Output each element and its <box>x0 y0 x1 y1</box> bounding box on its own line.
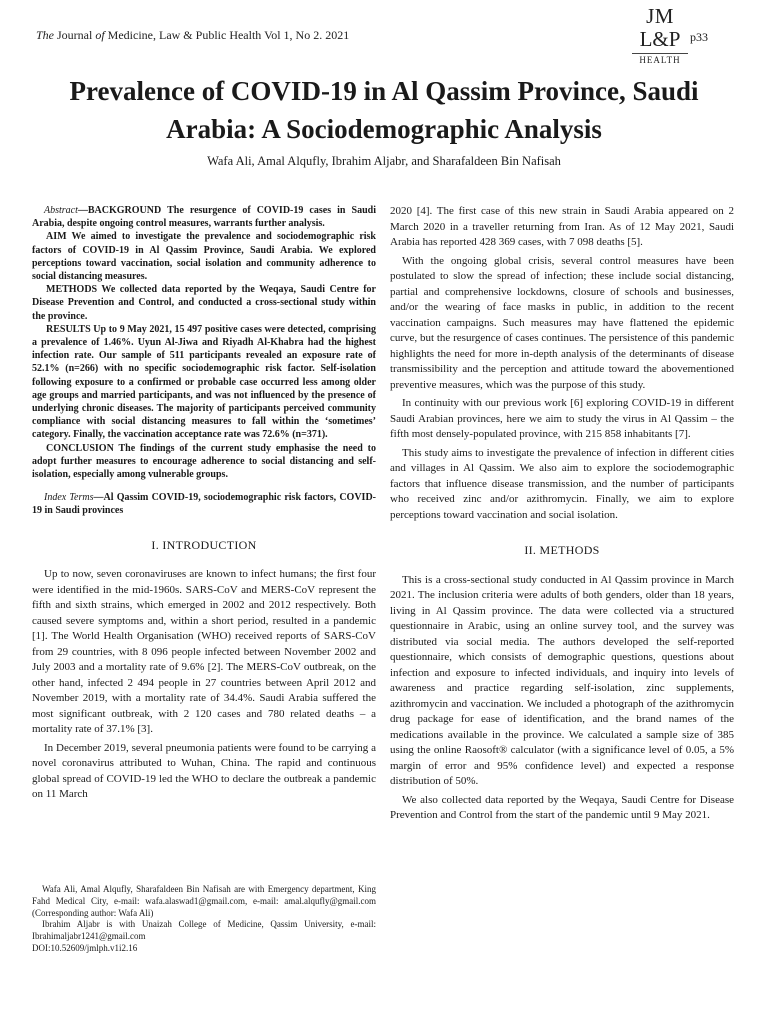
body-paragraph: This study aims to investigate the prevalence of infection in different cities and villages in Al Qassim. We also aim to explore the sociodemographic factors that influence disease transmission, and the number of participants who received zinc and/or azithromycin. Finally, we aim to explore perceptions toward vaccination and social isolation. <box>390 446 734 521</box>
body-paragraph: With the ongoing global crisis, several control measures have been postulated to slow the spread of infection; these include social distancing, partial and comprehensive lockdowns, closure of schools and businesses, and/or the wearing of face masks in public, in addition to the recent vaccination campaigns. Such measures may have flattened the epidemic curve, but the resurgence of cases continues. The persistence of this pandemic highlights the need for more in-depth analysis of the determinants of disease transmissibility and the perception and attitude toward the abovementioned preventive measures, which was the purpose of this study. <box>390 254 734 391</box>
author-list: Wafa Ali, Amal Alqufly, Ibrahim Aljabr, and Sharafaldeen Bin Nafisah <box>207 154 561 168</box>
section-heading-introduction: I. INTRODUCTION <box>151 537 257 552</box>
abstract-label: Abstract <box>44 205 78 216</box>
journal-name-part: Journal <box>54 28 96 42</box>
section-heading-methods: II. METHODS <box>524 543 600 557</box>
paper-title: Prevalence of COVID-19 in Al Qassim Province, Saudi Arabia: A Sociodemographic Analysis <box>69 76 699 144</box>
doi-link[interactable]: DOI:10.52609/jmlph.v1i2.16 <box>32 942 138 953</box>
journal-name-of: of <box>95 28 105 42</box>
footnote-affiliation: Ibrahim Aljabr is with Unaizah College of Medicine, Qassim University, e-mail: Ibrahimaljabr1241@gmail.com <box>32 919 376 942</box>
logo-line-3: HEALTH <box>632 53 688 65</box>
index-terms-label: Index Terms <box>44 492 94 504</box>
logo-line-2: L&P <box>639 27 681 51</box>
logo-line-1: JM <box>646 4 674 28</box>
abstract-results: RESULTS Up to 9 May 2021, 15 497 positive cases were detected, comprising a prevalence of 1.46%. Uyun Al-Jiwa and Riyadh Al-Khabra had the highest infection rate. Our sample of 511 participants revealed an exposure rate of 52.1% (n=266) with no specific sociodemographic risk factor. Self-isolation following exposure to a confirmed or probable case occurred less among older age groups and married participants, and was not influenced by the presence of underlying chronic diseases. The majority of participants perceived community compliance with social distancing measures to fall within the ‘sometimes’ category. Finally, the vaccination acceptance rate was 72.6% (n=371). <box>32 323 376 441</box>
journal-name-the: The <box>36 28 54 42</box>
abstract-background <box>32 204 376 230</box>
intro-paragraph: Up to now, seven coronaviruses are known to infect humans; the first four were identified in the mid-1960s. SARS-CoV and MERS-CoV represent the fifth and sixth strains, which emerged in 2002 and 2012 respectively. Both caused severe symptoms and, within a short period, resulted in a pandemic [1]. The World Health Organisation (WHO) received reports of SARS-CoV from 29 countries, with 8 096 people infected between November 2002 and July 2003 and a mortality rate of 9.6% [2]. The MERS-CoV outbreak, on the other hand, infected 2 494 people in 27 countries between April 2012 and November 2019, with a mortality rate of 34.4%. Saudi Arabia suffered the most significant outbreak, with 2 120 cases and 780 related deaths – a mortality rate of 37.1% [3]. <box>32 568 376 736</box>
intro-paragraph: In December 2019, several pneumonia patients were found to be carrying a novel coronavirus attributed to Wuhan, China. The rapid and continuous global spread of COVID-19 led the WHO to declare the outbreak a pandemic on 11 March <box>32 741 376 801</box>
index-terms <box>32 491 376 517</box>
right-column <box>390 204 734 827</box>
methods-paragraph: We also collected data reported by the Weqaya, Saudi Centre for Disease Prevention and Control from the start of the pandemic until 9 May 2021. <box>390 793 734 821</box>
running-header <box>36 28 349 43</box>
body-paragraph: 2020 [4]. The first case of this new strain in Saudi Arabia appeared on 2 March 2020 in a traveller returning from Iran. As of 12 May 2021, Saudi Arabia has reported 428 369 cases, with 7 098 deaths [5]. <box>390 205 734 248</box>
journal-volume-info: Medicine, Law & Public Health Vol 1, No 2. 2021 <box>104 28 350 42</box>
methods-paragraph: This is a cross-sectional study conducted in Al Qassim province in March 2021. The inclusion criteria were adults of both genders, older than 18 years, living in Al Qassim province. The data were collected via a structured questionnaire in Arabic, using an online survey tool, and the survey was distributed via social media. The authors developed the self-reported questionnaire, which consists of demographic questions, questions about infection and exposure to infected individuals, and inquiry into levels of awareness and practice regarding self-isolation, zinc supplements, azithromycin and vaccination. We included a photograph of the azithromycin drug package for ease of identification, and the brand names of the medications available in the province. We calculated a sample size of 385 using the online Raosoft® calculator (with a significance level of 0.05, a 5% margin of error and 95% confidence level) and expected a response distribution of 50%. <box>390 573 734 787</box>
left-column <box>32 204 376 806</box>
index-terms-text: —Al Qassim COVID-19, sociodemographic risk factors, COVID-19 in Saudi provinces <box>32 492 376 517</box>
abstract <box>32 204 376 481</box>
author-footnotes <box>32 884 376 955</box>
footnote-affiliation: Wafa Ali, Amal Alqufly, Sharafaldeen Bin Nafisah are with Emergency department, King Fahd Medical City, e-mail: wafa.alaswad1@gmail.com, e-mail: amal.alqufly@gmail.com (Corresponding author: Wafa Ali) <box>32 884 376 918</box>
abstract-aim: AIM We aimed to investigate the prevalence and sociodemographic risk factors of COVID-19 in Al Qassim Province, Saudi Arabia. We explored perceptions toward vaccination, social isolation and community adherence to social distancing measures. <box>32 231 376 283</box>
body-paragraph: In continuity with our previous work [6] exploring COVID-19 in different Saudi Arabian provinces, here we aim to study the virus in Al Qassim – the fifth most densely-populated province, with 215 858 inhabitants [7]. <box>390 397 734 440</box>
page-number: p33 <box>690 30 708 44</box>
abstract-methods: METHODS We collected data reported by the Weqaya, Saudi Centre for Disease Prevention and Control, and conducted a cross-sectional study within the province. <box>32 284 376 322</box>
abstract-background-text: —BACKGROUND The resurgence of COVID-19 cases in Saudi Arabia, despite ongoing control measures, warrants further analysis. <box>32 205 376 230</box>
abstract-conclusion: CONCLUSION The findings of the current study emphasise the need to adopt further measures to encourage adherence to social distancing and self-isolation, especially among vulnerable groups. <box>32 442 376 481</box>
journal-logo <box>632 6 688 65</box>
